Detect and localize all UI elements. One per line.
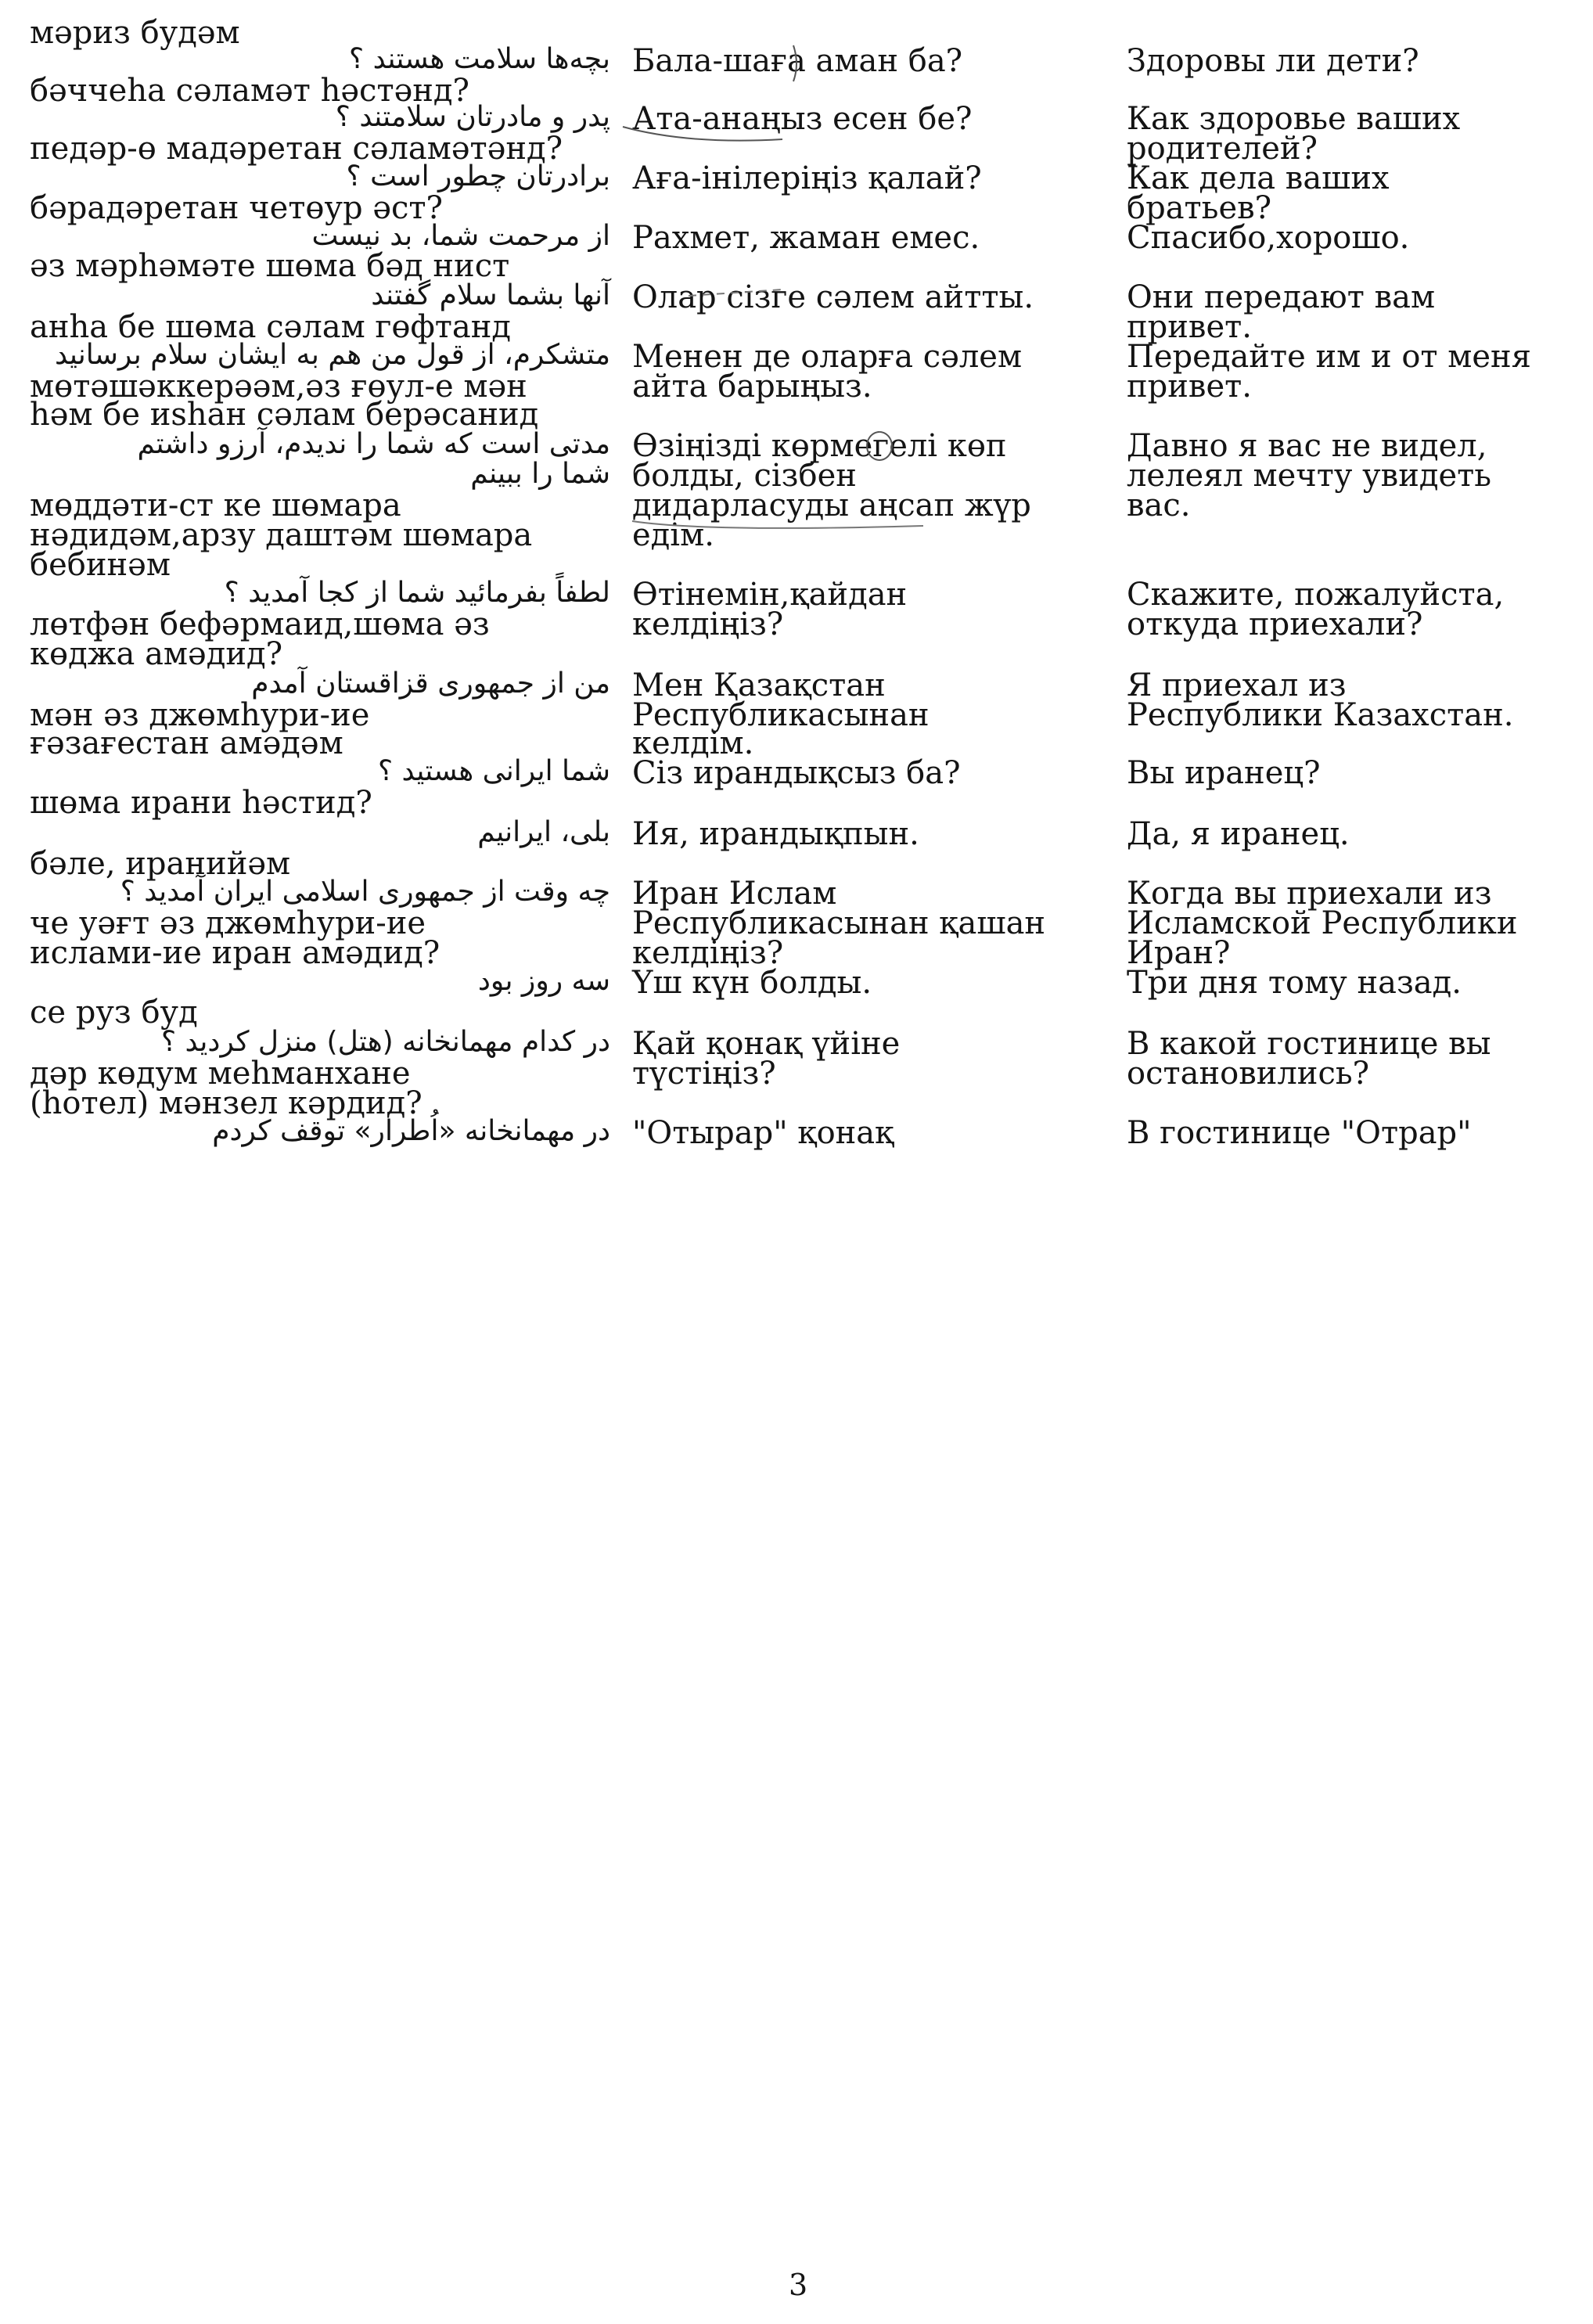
translit-line: hәм бе иshан сәлам берәсанид xyxy=(30,397,539,433)
translit-line: че уәғт әз джөмhури-ие xyxy=(30,905,426,941)
kazakh-line: Ата-анаңыз есен бе? xyxy=(632,101,973,137)
russian-line: остановились? xyxy=(1127,1056,1370,1092)
kazakh-line: "Отырар" қонақ xyxy=(632,1115,894,1151)
translit-line: анhа бе шөма сәлам гөфтанд xyxy=(30,309,512,345)
translit-line: мөддәти-ст ке шөмара xyxy=(30,487,401,523)
translit-line: се руз буд xyxy=(30,995,198,1031)
translit-line: нәдидәм,арзу даштәм шөмара xyxy=(30,517,533,553)
russian-line: В гостинице "Отрар" xyxy=(1127,1115,1472,1151)
russian-line: откуда приехали? xyxy=(1127,606,1423,642)
persian-line: چه وقت از جمهوری اسلامی ایران آمدید ؟ xyxy=(120,876,610,908)
russian-line: привет. xyxy=(1127,369,1252,405)
russian-line: Они передают вам xyxy=(1127,279,1436,315)
persian-line: مدتی است که شما را ندیدم، آرزو داشتم xyxy=(137,428,610,460)
kazakh-line: түстіңіз? xyxy=(632,1056,776,1092)
persian-line: در کدام مهمانخانه (هتل) منزل کردید ؟ xyxy=(160,1026,610,1058)
russian-line: Республики Казахстан. xyxy=(1127,697,1514,733)
translit-line: (hотел) мәнзел кәрдид? xyxy=(30,1085,423,1121)
translit-line: дәр көдум меhманхане xyxy=(30,1056,411,1092)
kazakh-line: едім. xyxy=(632,517,714,553)
russian-line: В какой гостинице вы xyxy=(1127,1026,1491,1062)
persian-line: لطفاً بفرمائید شما از کجا آمدید ؟ xyxy=(224,577,610,609)
kazakh-line: Ия, ирандықпын. xyxy=(632,816,919,852)
persian-line: متشکرم، از قول من هم به ایشان سلام برسانید xyxy=(54,339,610,371)
russian-line: Здоровы ли дети? xyxy=(1127,43,1419,79)
kazakh-line: Республикасынан xyxy=(632,697,930,733)
translit-line: әз мәрhәмәте шөма бәд нист xyxy=(30,248,510,284)
persian-line: در مهمانخانه «اُطرار» توقف کردم xyxy=(212,1115,610,1147)
russian-line: Иран? xyxy=(1127,935,1231,971)
russian-line: Вы иранец? xyxy=(1127,755,1321,791)
persian-line: پدر و مادرتان سلامتند ؟ xyxy=(335,101,610,133)
russian-line: Спасибо,хорошо. xyxy=(1127,220,1410,256)
kazakh-line: келдіңіз? xyxy=(632,606,784,642)
russian-line: привет. xyxy=(1127,309,1252,345)
translit-line: шөма ирани hәстид? xyxy=(30,785,372,821)
kazakh-line: Менен де оларға сәлем xyxy=(632,339,1023,375)
russian-line: вас. xyxy=(1127,487,1191,523)
kazakh-line: келдім. xyxy=(632,725,754,761)
russian-line: лелеял мечту увидеть xyxy=(1127,458,1492,494)
russian-line: Как дела ваших xyxy=(1127,160,1390,196)
kazakh-line: Бала-шаға аман ба? xyxy=(632,43,963,79)
russian-line: Исламской Республики xyxy=(1127,905,1518,941)
russian-line: Когда вы приехали из xyxy=(1127,876,1492,912)
russian-line: Как здоровье ваших xyxy=(1127,101,1461,137)
persian-line: سه روز بود xyxy=(477,965,610,997)
kazakh-line: келдіңіз? xyxy=(632,935,784,971)
persian-line: بلی، ایرانیم xyxy=(477,816,610,848)
translit-line: педәр-ө мадәретан сәламәтәнд? xyxy=(30,131,563,167)
kazakh-line: Өтінемін,қайдан xyxy=(632,577,908,613)
translit-line: бәрадәретан четөур әст? xyxy=(30,190,443,226)
kazakh-line: Аға-інілеріңіз қалай? xyxy=(632,160,982,196)
persian-line: من از جمهوری قزاقستان آمدم xyxy=(251,667,610,700)
persian-line: شما را ببینم xyxy=(470,458,610,490)
kazakh-line: дидарласуды аңсап жүр xyxy=(632,487,1031,523)
persian-line: شما ایرانی هستید ؟ xyxy=(377,755,610,787)
kazakh-line: Қай қонақ үйіне xyxy=(632,1026,901,1062)
persian-line: از مرحمت شما، بد نیست xyxy=(311,220,610,252)
translit-line: бәччеhа сәламәт hәстәнд? xyxy=(30,73,469,109)
kazakh-line: Сіз ирандықсыз ба? xyxy=(632,755,961,791)
kazakh-line: Үш күн болды. xyxy=(632,965,872,1001)
russian-line: Три дня тому назад. xyxy=(1127,965,1462,1001)
kazakh-line: Рахмет, жаман емес. xyxy=(632,220,980,256)
translit-line: ғәзағестан амәдәм xyxy=(30,725,343,761)
kazakh-line: Иран Ислам xyxy=(632,876,837,912)
translit-line: көджа амәдид? xyxy=(30,636,283,672)
translit-line: мән әз джөмhури-ие xyxy=(30,697,370,733)
persian-line: برادرتان چطور است ؟ xyxy=(346,160,610,192)
kazakh-line: Республикасынан қашан xyxy=(632,905,1046,941)
kazakh-line: Өзіңізді көрмегелі көп xyxy=(632,428,1007,464)
persian-line: بچه‌ها سلامت هستند ؟ xyxy=(349,43,610,75)
persian-line: آنها بشما سلام گفتند xyxy=(371,279,610,311)
page-number: 3 xyxy=(789,2268,808,2302)
russian-line: Передайте им и от меня xyxy=(1127,339,1531,375)
translit-line: ислами-ие иран амәдид? xyxy=(30,935,441,971)
translit-line: мәриз будәм xyxy=(30,15,240,51)
translit-line: бәле, иранийәм xyxy=(30,846,291,882)
russian-line: родителей? xyxy=(1127,131,1318,167)
kazakh-line: Мен Қазақстан xyxy=(632,667,886,703)
russian-line: братьев? xyxy=(1127,190,1272,226)
translit-line: лөтфән бефәрмаид,шөма әз xyxy=(30,606,490,642)
russian-line: Скажите, пожалуйста, xyxy=(1127,577,1505,613)
translit-line: мөтәшәккерәәм,әз ғөул-е мән xyxy=(30,369,527,405)
kazakh-line: Олар сізге сәлем айтты. xyxy=(632,279,1034,315)
kazakh-line: айта барыңыз. xyxy=(632,369,872,405)
russian-line: Я приехал из xyxy=(1127,667,1347,703)
russian-line: Давно я вас не видел, xyxy=(1127,428,1487,464)
russian-line: Да, я иранец. xyxy=(1127,816,1350,852)
translit-line: бебинәм xyxy=(30,547,171,583)
kazakh-line: болды, сізбен xyxy=(632,458,857,494)
